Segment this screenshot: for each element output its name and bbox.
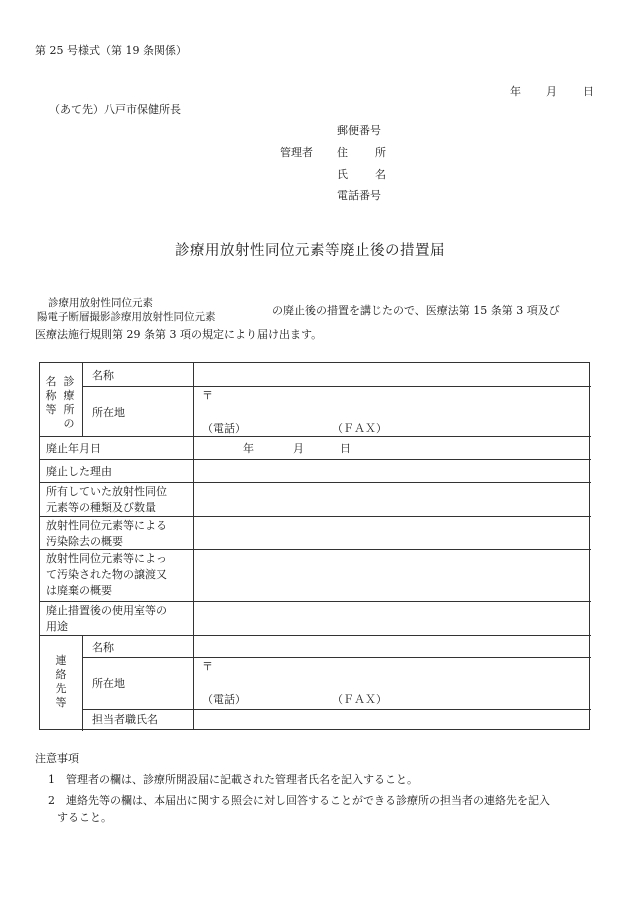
decontam-label-line2: 汚染除去の概要 (46, 535, 123, 548)
abolish-date-day: 日 (340, 442, 351, 455)
notes-item-2-line1: 2 連絡先等の欄は、本届出に関する照会に対し回答することができる診療所の担当者の連絡先を記入 (48, 794, 550, 807)
date-month-label: 月 (546, 85, 557, 98)
transfer-label-line2: て汚染された物の譲渡又 (46, 568, 167, 581)
notes-item-2-line2: すること。 (57, 811, 112, 824)
contact-postal-mark: 〒 (202, 660, 213, 673)
reason-label: 廃止した理由 (46, 465, 112, 478)
addressee: （あて先）八戸市保健所長 (49, 103, 181, 116)
notes-item-1: 1 管理者の欄は、診療所開設届に記載された管理者氏名を記入すること。 (48, 773, 418, 786)
date-year-label: 年 (510, 85, 521, 98)
clinic-phone-label: （電話） (202, 422, 246, 435)
contact-address-label: 所在地 (92, 677, 125, 690)
postal-code-label: 郵便番号 (337, 124, 381, 137)
clinic-address-label: 所在地 (92, 406, 125, 419)
contact-group-label: 連絡先等 (55, 654, 67, 709)
form-table (39, 362, 590, 730)
document-title: 診療用放射性同位元素等廃止後の措置届 (175, 243, 445, 259)
clinic-group-label-col2: 診療所の (63, 375, 75, 430)
abolish-date-label: 廃止年月日 (46, 442, 101, 455)
date-day-label: 日 (583, 85, 594, 98)
isotopes-label-line2: 元素等の種類及び数量 (46, 501, 156, 514)
isotopes-label-line1: 所有していた放射性同位 (46, 485, 167, 498)
abolish-date-year: 年 (243, 442, 254, 455)
contact-fax-label: （ＦＡＸ） (332, 693, 387, 706)
clinic-postal-mark: 〒 (202, 389, 213, 402)
intro-line-1-tail: の廃止後の措置を講じたので、医療法第 15 条第 3 項及び (272, 304, 560, 317)
transfer-label-line1: 放射性同位元素等によっ (46, 552, 167, 565)
clinic-name-label: 名称 (92, 369, 114, 382)
intro-line-2: 医療法施行規則第 29 条第 3 項の規定により届け出ます。 (35, 328, 323, 341)
address-label-part1: 住 (337, 146, 348, 159)
form-number: 第 25 号様式（第 19 条関係） (35, 44, 187, 57)
person-in-charge-label: 担当者職氏名 (92, 713, 158, 726)
abolish-date-month: 月 (293, 442, 304, 455)
intro-option-2: 陽電子断層撮影診療用放射性同位元素 (37, 311, 216, 323)
contact-phone-label: （電話） (202, 693, 246, 706)
manager-label: 管理者 (280, 146, 313, 159)
notes-heading: 注意事項 (35, 752, 79, 765)
decontam-label-line1: 放射性同位元素等による (46, 519, 167, 532)
intro-option-1: 診療用放射性同位元素 (48, 297, 153, 309)
name-label-part1: 氏 (337, 168, 348, 181)
name-label-part2: 名 (375, 168, 386, 181)
address-label-part2: 所 (375, 146, 386, 159)
clinic-fax-label: （ＦＡＸ） (332, 422, 387, 435)
room-use-label-line2: 用途 (46, 620, 68, 633)
clinic-group-label-col1: 名称等 (45, 375, 57, 416)
transfer-label-line3: は廃棄の概要 (46, 584, 112, 597)
contact-name-label: 名称 (92, 641, 114, 654)
room-use-label-line1: 廃止措置後の使用室等の (46, 604, 167, 617)
phone-number-label: 電話番号 (337, 189, 381, 202)
